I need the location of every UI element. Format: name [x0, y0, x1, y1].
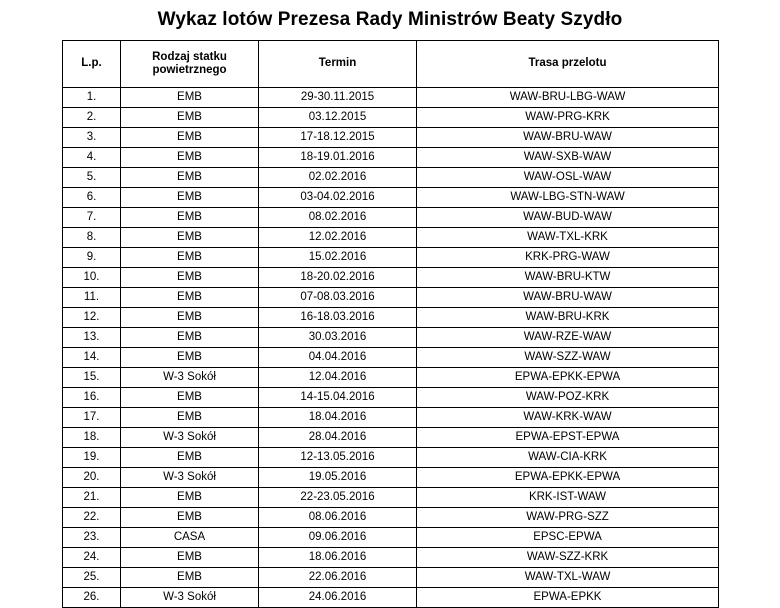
cell-date: 12-13.05.2016 [259, 448, 417, 468]
cell-route: EPWA-EPKK [417, 588, 719, 608]
cell-aircraft-type: W-3 Sokół [121, 588, 259, 608]
page-title: Wykaz lotów Prezesa Rady Ministrów Beaty Szydło [157, 9, 623, 30]
table-body [63, 88, 719, 608]
cell-date: 08.02.2016 [259, 208, 417, 228]
cell-date: 18-20.02.2016 [259, 268, 417, 288]
table-row [63, 408, 719, 428]
cell-lp: 14. [63, 348, 121, 368]
cell-lp: 4. [63, 148, 121, 168]
cell-aircraft-type: EMB [121, 288, 259, 308]
cell-route: EPWA-EPKK-EPWA [417, 368, 719, 388]
cell-route: WAW-SZZ-KRK [417, 548, 719, 568]
cell-route: WAW-RZE-WAW [417, 328, 719, 348]
table-row [63, 428, 719, 448]
cell-route: WAW-OSL-WAW [417, 168, 719, 188]
cell-route: EPWA-EPKK-EPWA [417, 468, 719, 488]
cell-aircraft-type: EMB [121, 148, 259, 168]
table-row [63, 548, 719, 568]
cell-route: WAW-LBG-STN-WAW [417, 188, 719, 208]
cell-lp: 18. [63, 428, 121, 448]
table-header [63, 41, 719, 88]
cell-date: 24.06.2016 [259, 588, 417, 608]
table-row [63, 568, 719, 588]
cell-route: EPSC-EPWA [417, 528, 719, 548]
table-row [63, 468, 719, 488]
cell-route: WAW-BRU-KTW [417, 268, 719, 288]
cell-date: 19.05.2016 [259, 468, 417, 488]
cell-route: EPWA-EPST-EPWA [417, 428, 719, 448]
table-row [63, 248, 719, 268]
cell-aircraft-type: EMB [121, 208, 259, 228]
cell-lp: 15. [63, 368, 121, 388]
table-row [63, 148, 719, 168]
cell-route: WAW-BUD-WAW [417, 208, 719, 228]
table-row [63, 168, 719, 188]
cell-date: 18.04.2016 [259, 408, 417, 428]
cell-date: 18-19.01.2016 [259, 148, 417, 168]
cell-date: 17-18.12.2015 [259, 128, 417, 148]
table-row [63, 488, 719, 508]
cell-date: 30.03.2016 [259, 328, 417, 348]
cell-route: WAW-BRU-KRK [417, 308, 719, 328]
column-header-aircraft-type-line2: powietrznego [152, 64, 227, 76]
cell-lp: 20. [63, 468, 121, 488]
cell-lp: 21. [63, 488, 121, 508]
table-container [0, 40, 780, 608]
table-row [63, 288, 719, 308]
cell-route: WAW-SZZ-WAW [417, 348, 719, 368]
cell-lp: 7. [63, 208, 121, 228]
column-header-date: Termin [259, 41, 417, 88]
cell-aircraft-type: EMB [121, 388, 259, 408]
cell-lp: 8. [63, 228, 121, 248]
cell-route: WAW-POZ-KRK [417, 388, 719, 408]
cell-lp: 10. [63, 268, 121, 288]
table-row [63, 388, 719, 408]
cell-route: WAW-TXL-WAW [417, 568, 719, 588]
cell-lp: 24. [63, 548, 121, 568]
table-row [63, 588, 719, 608]
cell-date: 22-23.05.2016 [259, 488, 417, 508]
cell-aircraft-type: EMB [121, 488, 259, 508]
column-header-aircraft-type-line1: Rodzaj statku [152, 50, 227, 63]
cell-aircraft-type: EMB [121, 268, 259, 288]
table-row [63, 108, 719, 128]
cell-date: 03.12.2015 [259, 108, 417, 128]
cell-lp: 1. [63, 88, 121, 108]
cell-aircraft-type: EMB [121, 228, 259, 248]
cell-date: 09.06.2016 [259, 528, 417, 548]
cell-lp: 9. [63, 248, 121, 268]
cell-route: KRK-IST-WAW [417, 488, 719, 508]
cell-lp: 17. [63, 408, 121, 428]
cell-aircraft-type: W-3 Sokół [121, 368, 259, 388]
cell-lp: 3. [63, 128, 121, 148]
cell-date: 29-30.11.2015 [259, 88, 417, 108]
cell-lp: 23. [63, 528, 121, 548]
cell-route: WAW-BRU-WAW [417, 288, 719, 308]
table-row [63, 328, 719, 348]
cell-aircraft-type: W-3 Sokół [121, 468, 259, 488]
cell-date: 15.02.2016 [259, 248, 417, 268]
cell-route: WAW-KRK-WAW [417, 408, 719, 428]
cell-route: WAW-CIA-KRK [417, 448, 719, 468]
cell-date: 04.04.2016 [259, 348, 417, 368]
cell-aircraft-type: CASA [121, 528, 259, 548]
cell-date: 02.02.2016 [259, 168, 417, 188]
cell-lp: 26. [63, 588, 121, 608]
column-header-route: Trasa przelotu [417, 41, 719, 88]
cell-lp: 12. [63, 308, 121, 328]
cell-date: 03-04.02.2016 [259, 188, 417, 208]
cell-lp: 19. [63, 448, 121, 468]
column-header-aircraft-type [121, 41, 259, 88]
cell-route: KRK-PRG-WAW [417, 248, 719, 268]
table-row [63, 448, 719, 468]
cell-aircraft-type: EMB [121, 448, 259, 468]
cell-aircraft-type: EMB [121, 128, 259, 148]
cell-date: 08.06.2016 [259, 508, 417, 528]
flights-table [62, 40, 719, 608]
cell-aircraft-type: W-3 Sokół [121, 428, 259, 448]
table-row [63, 228, 719, 248]
cell-date: 18.06.2016 [259, 548, 417, 568]
cell-lp: 16. [63, 388, 121, 408]
cell-aircraft-type: EMB [121, 188, 259, 208]
table-row [63, 268, 719, 288]
cell-lp: 11. [63, 288, 121, 308]
cell-route: WAW-PRG-SZZ [417, 508, 719, 528]
column-header-lp: L.p. [63, 41, 121, 88]
table-header-row [63, 41, 719, 88]
table-row [63, 508, 719, 528]
cell-lp: 2. [63, 108, 121, 128]
cell-lp: 25. [63, 568, 121, 588]
cell-route: WAW-SXB-WAW [417, 148, 719, 168]
cell-date: 22.06.2016 [259, 568, 417, 588]
table-row [63, 188, 719, 208]
cell-lp: 5. [63, 168, 121, 188]
cell-aircraft-type: EMB [121, 168, 259, 188]
cell-date: 28.04.2016 [259, 428, 417, 448]
cell-date: 07-08.03.2016 [259, 288, 417, 308]
table-row [63, 128, 719, 148]
cell-lp: 13. [63, 328, 121, 348]
cell-aircraft-type: EMB [121, 108, 259, 128]
cell-date: 14-15.04.2016 [259, 388, 417, 408]
cell-aircraft-type: EMB [121, 508, 259, 528]
cell-date: 12.04.2016 [259, 368, 417, 388]
table-row [63, 368, 719, 388]
cell-route: WAW-TXL-KRK [417, 228, 719, 248]
cell-date: 16-18.03.2016 [259, 308, 417, 328]
cell-route: WAW-BRU-LBG-WAW [417, 88, 719, 108]
cell-date: 12.02.2016 [259, 228, 417, 248]
cell-lp: 22. [63, 508, 121, 528]
cell-aircraft-type: EMB [121, 328, 259, 348]
cell-aircraft-type: EMB [121, 308, 259, 328]
cell-aircraft-type: EMB [121, 348, 259, 368]
cell-route: WAW-PRG-KRK [417, 108, 719, 128]
table-row [63, 208, 719, 228]
table-row [63, 88, 719, 108]
cell-aircraft-type: EMB [121, 248, 259, 268]
table-row [63, 348, 719, 368]
cell-aircraft-type: EMB [121, 408, 259, 428]
cell-lp: 6. [63, 188, 121, 208]
cell-route: WAW-BRU-WAW [417, 128, 719, 148]
cell-aircraft-type: EMB [121, 548, 259, 568]
cell-aircraft-type: EMB [121, 568, 259, 588]
table-row [63, 308, 719, 328]
cell-aircraft-type: EMB [121, 88, 259, 108]
table-row [63, 528, 719, 548]
